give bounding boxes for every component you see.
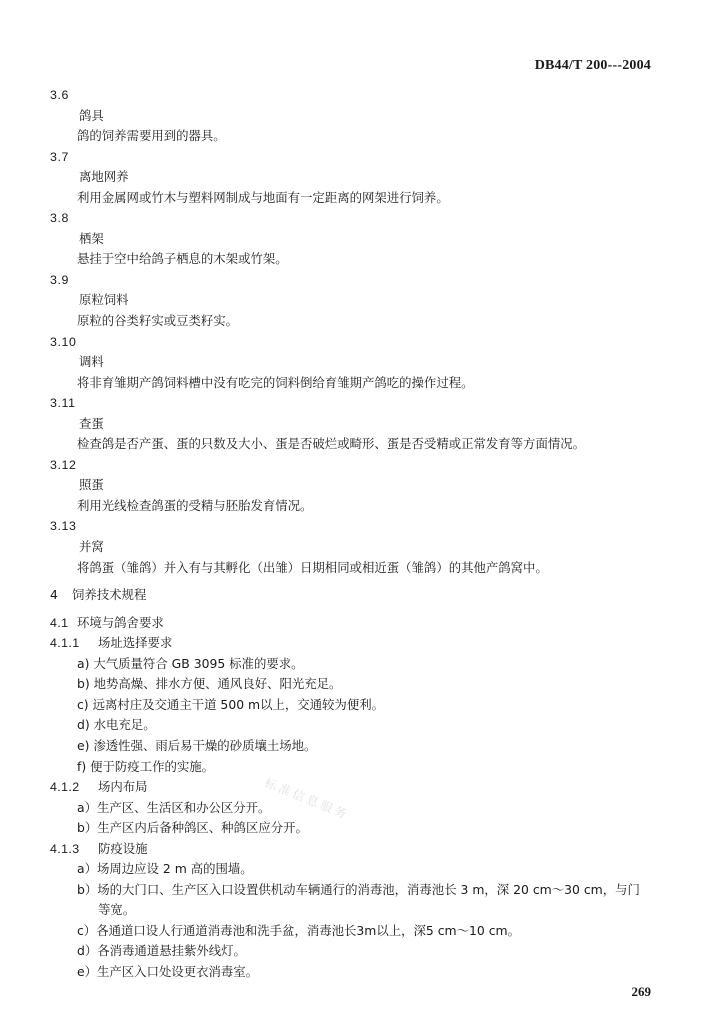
list-item-text: 等宽。 <box>98 902 136 918</box>
definition-row <box>0 311 713 332</box>
clause-number: 3.9 <box>50 272 70 287</box>
term: 栖架 <box>79 230 104 246</box>
term: 调料 <box>79 354 104 370</box>
list-item <box>0 818 713 839</box>
list-item <box>0 962 713 983</box>
term-row <box>0 414 713 435</box>
clause-number: 3.13 <box>50 519 77 534</box>
subsection-number: 4.1.1 <box>50 636 80 651</box>
definition: 利用光线检查鸽蛋的受精与胚胎发育情况。 <box>77 497 313 513</box>
section-title: 饲养技术规程 <box>72 587 147 603</box>
subsection-title: 环境与鸽舍要求 <box>77 614 164 630</box>
term-row <box>0 290 713 311</box>
definition-row <box>0 558 713 579</box>
definition: 利用金属网或竹木与塑料网制成与地面有一定距离的网架进行饲养。 <box>77 189 449 205</box>
list-item-text: e) 渗透性强、雨后易干燥的砂质壤土场地。 <box>77 737 317 753</box>
section-heading <box>0 585 713 606</box>
list-item <box>0 921 713 942</box>
term-row <box>0 229 713 250</box>
definition: 将非育雏期产鸽饲料槽中没有吃完的饲料倒给育雏期产鸽吃的操作过程。 <box>77 374 474 390</box>
clause-number-row <box>0 516 713 537</box>
subsection-title: 场址选择要求 <box>98 635 173 651</box>
clause-number: 3.8 <box>50 211 70 226</box>
term-row <box>0 352 713 373</box>
list-item-text: e）生产区入口处设更衣消毒室。 <box>77 963 259 979</box>
definition: 将鸽蛋（雏鸽）并入有与其孵化（出雏）日期相同或相近蛋（雏鸽）的其他产鸽窝中。 <box>77 559 548 575</box>
term: 并窝 <box>79 539 104 555</box>
clause-number: 3.11 <box>50 396 76 411</box>
section-number: 4 <box>50 587 58 603</box>
definition-row <box>0 249 713 270</box>
clause-number-row <box>0 270 713 291</box>
subsection-number: 4.1 <box>50 615 69 630</box>
term: 离地网养 <box>79 169 129 185</box>
page-number: 269 <box>631 984 651 999</box>
subsection-number: 4.1.3 <box>50 841 80 856</box>
list-item <box>0 880 713 901</box>
definition: 鸽的饲养需要用到的器具。 <box>77 128 226 144</box>
list-item-continuation <box>0 900 713 921</box>
document-code: DB44/T 200---2004 <box>534 58 651 73</box>
clause-number-row <box>0 393 713 414</box>
term-row <box>0 106 713 127</box>
list-item-text: b) 地势高燥、排水方便、通风良好、阳光充足。 <box>77 676 342 692</box>
clause-number: 3.7 <box>50 149 70 164</box>
clause-number-row <box>0 147 713 168</box>
term: 原粒饲料 <box>79 292 129 308</box>
clause-number-row <box>0 85 713 106</box>
list-item <box>0 736 713 757</box>
clause-number: 3.6 <box>50 88 70 102</box>
list-item <box>0 798 713 819</box>
spacer <box>0 606 713 613</box>
subsection-heading <box>0 613 713 634</box>
clause-number-row <box>0 455 713 476</box>
list-item <box>0 695 713 716</box>
clause-number-row <box>0 332 713 353</box>
list-item <box>0 715 713 736</box>
list-item <box>0 941 713 962</box>
definition-row <box>0 188 713 209</box>
term: 查蛋 <box>79 415 104 431</box>
list-item <box>0 757 713 778</box>
list-item-text: d) 水电充足。 <box>77 717 156 733</box>
list-item-text: a）场周边应设 2 m 高的围墙。 <box>77 861 253 877</box>
list-item-text: b）场的大门口、生产区入口设置供机动车辆通行的消毒池，消毒池长 3 m，深 20 cm～30 cm，与门 <box>77 881 640 897</box>
clause-number: 3.12 <box>50 457 77 472</box>
list-item-text: d）各消毒通道悬挂紫外线灯。 <box>77 943 246 959</box>
list-item-text: a）生产区、生活区和办公区分开。 <box>77 799 271 815</box>
subsection-title: 场内布局 <box>98 779 148 795</box>
list-item <box>0 674 713 695</box>
clause-number-row <box>0 208 713 229</box>
list-item-text: b）生产区内后备种鸽区、种鸽区应分开。 <box>77 820 308 836</box>
definition: 悬挂于空中给鸽子栖息的木架或竹架。 <box>77 251 288 267</box>
subsection-title: 防疫设施 <box>98 840 148 856</box>
list-item-text: f) 便于防疫工作的实施。 <box>77 758 215 774</box>
term-row <box>0 167 713 188</box>
term: 鸽具 <box>79 107 104 123</box>
clause-number: 3.10 <box>50 334 77 349</box>
watermark: 标准信息服务 <box>262 775 352 823</box>
definition: 检查鸽是否产蛋、蛋的只数及大小、蛋是否破烂或畸形、蛋是否受精或正常发育等方面情况。 <box>77 436 586 452</box>
definition-row <box>0 496 713 517</box>
term-row <box>0 475 713 496</box>
definition: 原粒的谷类籽实或豆类籽实。 <box>77 313 239 329</box>
definition-row <box>0 126 713 147</box>
subsection-number: 4.1.2 <box>50 780 80 795</box>
subsection-heading <box>0 633 713 654</box>
list-item-text: a) 大气质量符合 GB 3095 标准的要求。 <box>77 655 304 671</box>
list-item-text: c) 远离村庄及交通主干道 500 m以上，交通较为便利。 <box>77 696 384 712</box>
document-body <box>0 85 713 983</box>
subsection-heading <box>0 839 713 860</box>
definition-row <box>0 373 713 394</box>
spacer <box>0 578 713 585</box>
term-row <box>0 537 713 558</box>
list-item <box>0 859 713 880</box>
subsection-heading <box>0 777 713 798</box>
list-item-text: c）各通道口设人行通道消毒池和洗手盆，消毒池长3m以上，深5 cm～10 cm。 <box>77 922 520 938</box>
term: 照蛋 <box>79 477 104 493</box>
list-item <box>0 654 713 675</box>
definition-row <box>0 434 713 455</box>
